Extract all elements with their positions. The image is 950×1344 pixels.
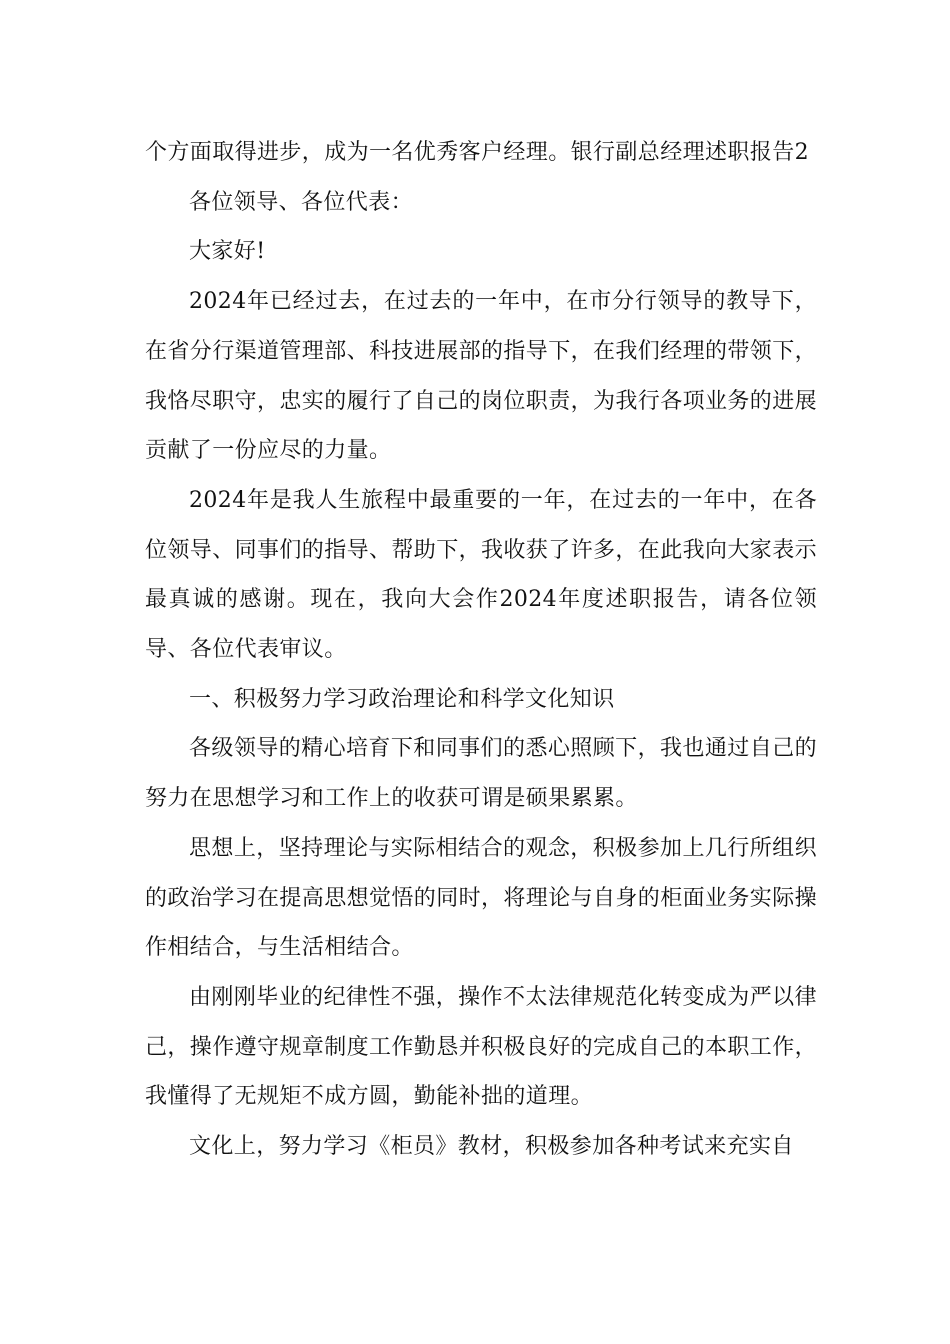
- section-heading-1: 一、积极努力学习政治理论和科学文化知识: [189, 686, 615, 712]
- paragraph-greeting: 大家好!: [189, 239, 266, 265]
- document-body: [145, 128, 817, 1172]
- paragraph-year-review: 2024年已经过去，在过去的一年中，在市分行领导的教导下，在省分行渠道管理部、科技进展部的指导下，在我们经理的带领下，我恪尽职守，忠实的履行了自己的岗位职责，为我行各项业务的进展贡献了一份应尽的力量。: [145, 289, 818, 464]
- paragraph-continuation: 个方面取得进步，成为一名优秀客户经理。银行副总经理述职报告2: [145, 140, 809, 165]
- paragraph-learning: 各级领导的精心培育下和同事们的悉心照顾下，我也通过自己的努力在思想学习和工作上的收获可谓是硕果累累。: [145, 736, 817, 812]
- paragraph-culture: 文化上，努力学习《柜员》教材，积极参加各种考试来充实自: [189, 1134, 794, 1160]
- paragraph-thanks: 2024年是我人生旅程中最重要的一年，在过去的一年中，在各位领导、同事们的指导、帮助下，我收获了许多，在此我向大家表示最真诚的感谢。现在，我向大会作2024年度述职报告，请各位领导、各位代表审议。: [145, 487, 818, 663]
- paragraph-ideology: 思想上，坚持理论与实际相结合的观念，积极参加上几行所组织的政治学习在提高思想觉悟的同时，将理论与自身的柜面业务实际操作相结合，与生活相结合。: [145, 835, 818, 961]
- paragraph-salutation: 各位领导、各位代表：: [189, 189, 414, 215]
- paragraph-discipline: 由刚刚毕业的纪律性不强，操作不太法律规范化转变成为严以律己，操作遵守规章制度工作勤恳并积极良好的完成自己的本职工作，我懂得了无规矩不成方圆，勤能补拙的道理。: [145, 984, 818, 1110]
